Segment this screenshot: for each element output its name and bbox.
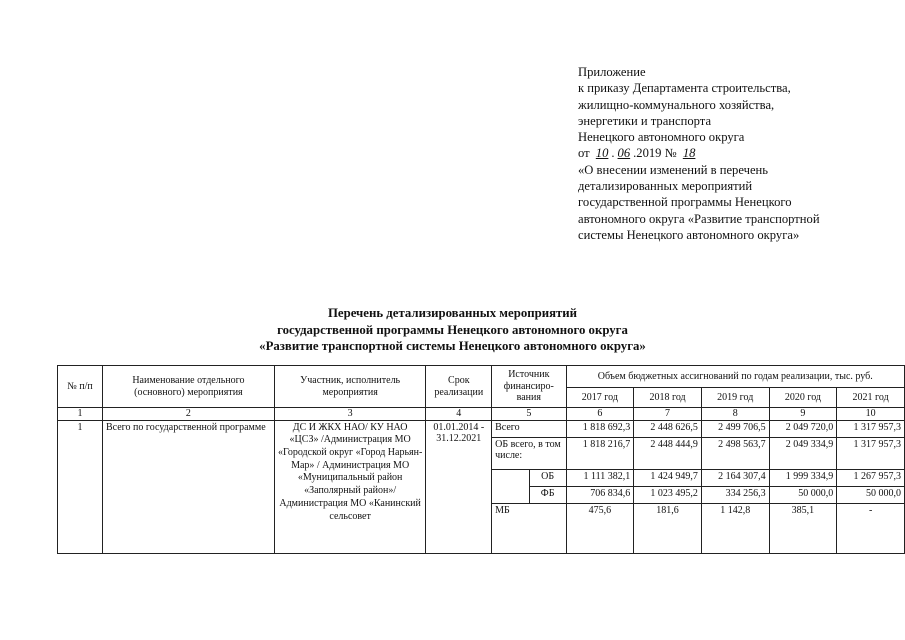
measure-name: Всего по государственной программе [103, 420, 275, 553]
subject-line: государственной программы Ненецкого [578, 195, 792, 210]
header-term: Срок реализации [426, 366, 492, 408]
appendix-line: к приказу Департамента строительства, [578, 81, 791, 96]
row-number: 1 [58, 420, 103, 553]
header-year: 2021 год [837, 388, 905, 408]
amount-cell: 1 818 692,3 [566, 420, 634, 437]
amount-cell: 2 448 444,9 [634, 437, 702, 469]
source-indent [492, 469, 530, 503]
date-separator: . [611, 146, 615, 161]
column-number: 8 [701, 408, 769, 421]
header-year: 2020 год [769, 388, 837, 408]
date-year: .2019 № [633, 146, 677, 161]
column-number: 6 [566, 408, 634, 421]
amount-cell: 2 049 720,0 [769, 420, 837, 437]
measures-table [57, 365, 905, 554]
amount-cell: 2 049 334,9 [769, 437, 837, 469]
appendix-line: Приложение [578, 65, 646, 79]
appendix-line: Ненецкого автономного округа [578, 130, 745, 145]
amount-cell: 1 267 957,3 [837, 469, 905, 486]
amount-cell: 2 448 626,5 [634, 420, 702, 437]
column-number: 4 [426, 408, 492, 421]
subject-line: автономного округа «Развитие транспортной [578, 211, 820, 226]
handwritten-month: 06 [617, 146, 631, 161]
amount-cell: 706 834,6 [566, 486, 634, 503]
amount-cell: 181,6 [634, 503, 702, 553]
subject-line: системы Ненецкого автономного округа» [578, 227, 800, 242]
header-year: 2017 год [566, 388, 634, 408]
amount-cell: 1 317 957,3 [837, 420, 905, 437]
amount-cell: 385,1 [769, 503, 837, 553]
title-line: Перечень детализированных мероприятий [327, 306, 578, 320]
amount-cell: 1 111 382,1 [566, 469, 634, 486]
column-number: 7 [634, 408, 702, 421]
amount-cell: 1 999 334,9 [769, 469, 837, 486]
amount-cell: 1 142,8 [701, 503, 769, 553]
term-cell: 01.01.2014 - 31.12.2021 [426, 420, 492, 553]
source-label: ОБ всего, в том числе: [492, 437, 566, 469]
column-number: 2 [103, 408, 275, 421]
amount-cell: 475,6 [566, 503, 634, 553]
amount-cell: 334 256,3 [701, 486, 769, 503]
header-source: Источник финансиро-вания [492, 366, 566, 408]
title-line: государственной программы Ненецкого автономного округа [277, 322, 628, 337]
header-participant: Участник, исполнитель мероприятия [274, 366, 426, 408]
subject-line: «О внесении изменений в перечень [578, 162, 769, 177]
document-title [0, 305, 905, 355]
column-number: 9 [769, 408, 837, 421]
date-prefix: от [578, 146, 590, 161]
source-label: ФБ [529, 486, 566, 503]
source-label: ОБ [529, 469, 566, 486]
amount-cell: - [837, 503, 905, 553]
appendix-block [578, 64, 898, 243]
header-name: Наименование отдельного (основного) мероприятия [103, 366, 275, 408]
header-volume: Объем бюджетных ассигнований по годам реализации, тыс. руб. [566, 366, 904, 388]
column-number: 5 [492, 408, 566, 421]
amount-cell: 2 499 706,5 [701, 420, 769, 437]
title-line: «Развитие транспортной системы Ненецкого автономного округа» [259, 339, 646, 353]
amount-cell: 50 000,0 [837, 486, 905, 503]
subject-line: детализированных мероприятий [578, 179, 753, 194]
amount-cell: 1 317 957,3 [837, 437, 905, 469]
column-number: 1 [58, 408, 103, 421]
appendix-line: жилищно-коммунального хозяйства, [578, 97, 775, 112]
participant-cell: ДС И ЖКХ НАО/ КУ НАО «ЦСЗ» /Администрация МО «Городской округ «Город Нарьян-Мар» / Администрация МО «Муниципальный район «Заполярный район»/ Администрация МО «Канинский сельсовет [274, 420, 426, 553]
header-year: 2018 год [634, 388, 702, 408]
column-number: 10 [837, 408, 905, 421]
column-number: 3 [274, 408, 426, 421]
amount-cell: 2 498 563,7 [701, 437, 769, 469]
handwritten-number: 18 [682, 146, 696, 161]
header-year: 2019 год [701, 388, 769, 408]
order-date-line [578, 145, 898, 161]
handwritten-day: 10 [595, 146, 609, 161]
amount-cell: 1 424 949,7 [634, 469, 702, 486]
amount-cell: 50 000,0 [769, 486, 837, 503]
source-label: МБ [492, 503, 566, 553]
appendix-line: энергетики и транспорта [578, 113, 712, 128]
amount-cell: 1 818 216,7 [566, 437, 634, 469]
source-label: Всего [492, 420, 566, 437]
header-num: № п/п [58, 366, 103, 408]
amount-cell: 2 164 307,4 [701, 469, 769, 486]
amount-cell: 1 023 495,2 [634, 486, 702, 503]
